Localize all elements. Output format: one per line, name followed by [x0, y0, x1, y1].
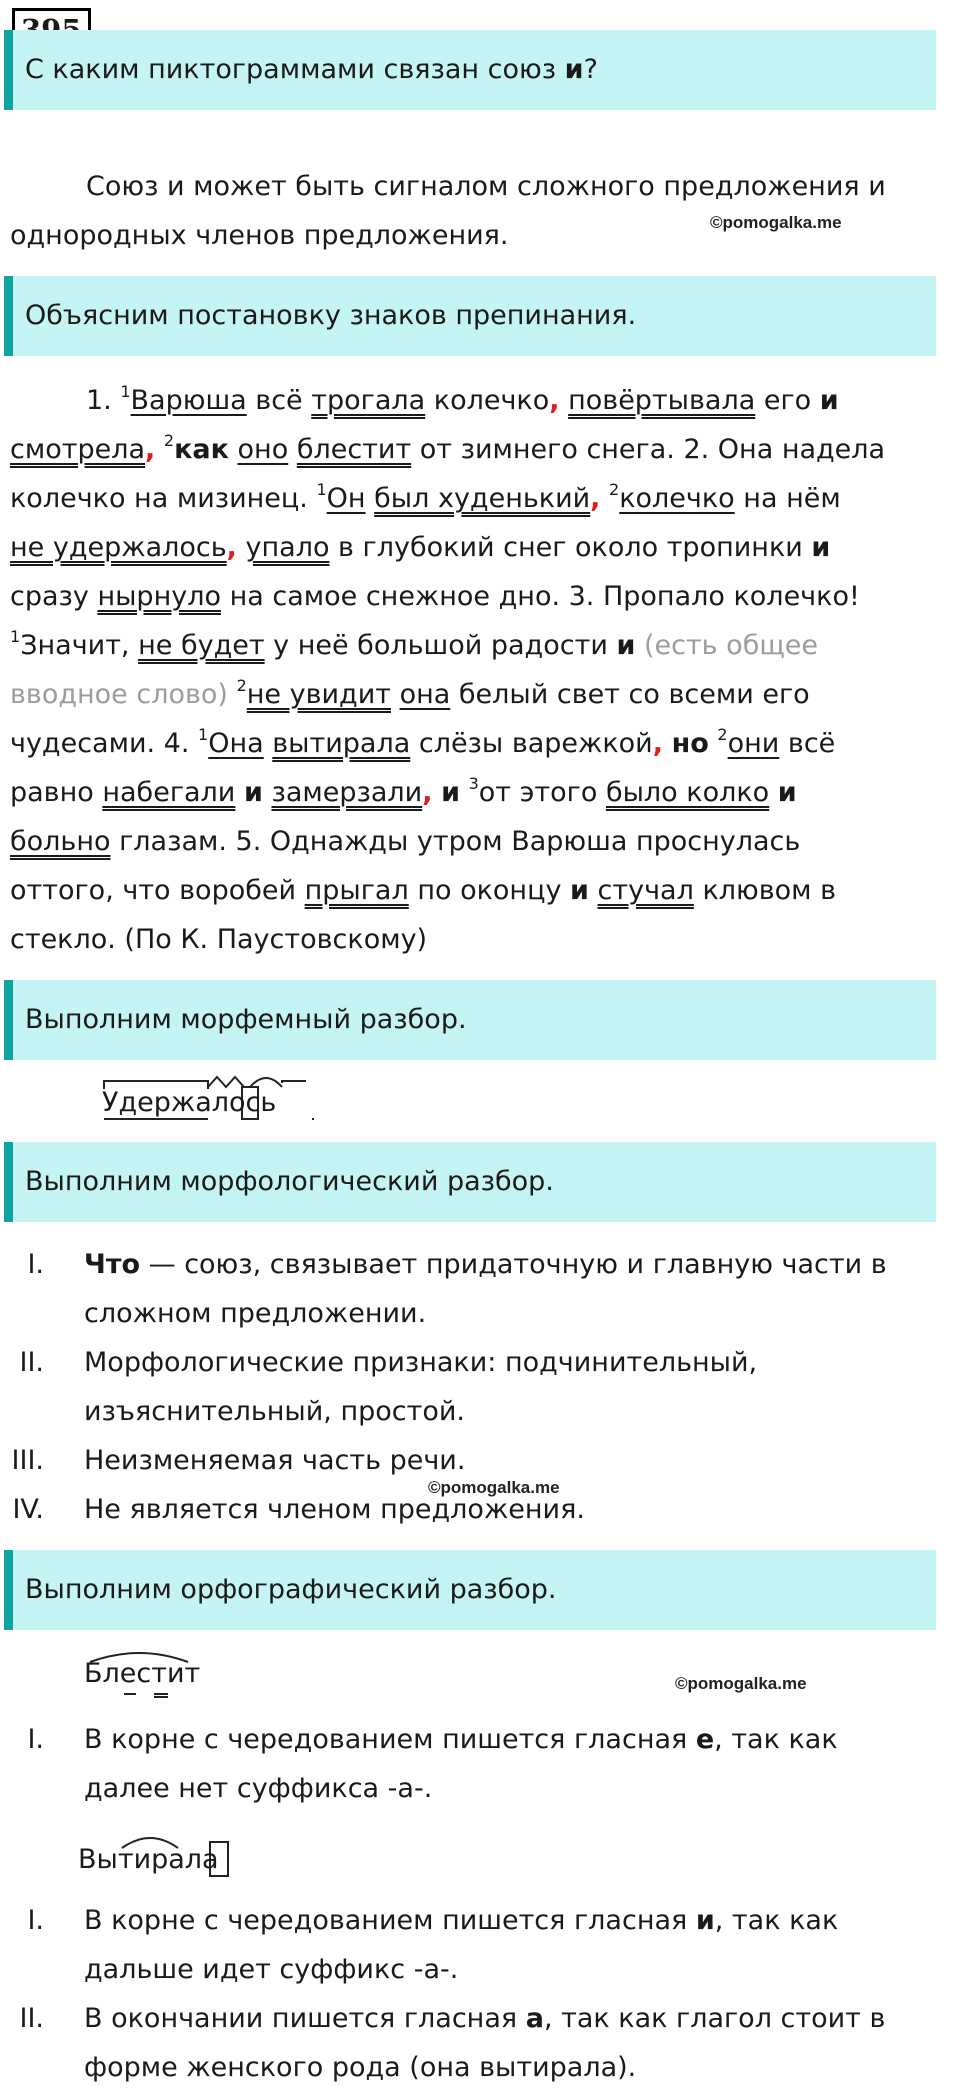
text-line: стекло. (По К. Паустовскому) [10, 924, 428, 955]
item-text: В окончании пишется гласная [84, 2003, 526, 2034]
spelling-word-2 [78, 1830, 258, 1880]
section-heading-q4: Выполним морфологический разбор. [4, 1142, 936, 1222]
item-bold: а [525, 2003, 544, 2034]
section-heading-q5: Выполним орфографический разбор. [4, 1550, 936, 1630]
text-line: больно глазам. 5. Однажды утром Варюша проснулась [10, 826, 801, 857]
section-heading-q2: Объясним постановку знаков препинания. [4, 276, 936, 356]
item-text-end: , так как [714, 1905, 839, 1936]
heading-text-end: ? [583, 54, 598, 85]
text-line: чудесами. 4. $^1$Она вытирала слёзы варежкой, но $^2$они всё [10, 725, 836, 759]
watermark: ©pomogalka.me [675, 1674, 807, 1693]
item-text-line2: сложном предложении. [84, 1298, 427, 1329]
item-text: Не является членом предложения. [84, 1494, 585, 1525]
item-text: В корне с чередованием пишется гласная [84, 1724, 696, 1755]
item-bold: е [695, 1724, 715, 1755]
item-text-line2: дальше идет суффикс -а-. [84, 1954, 459, 1985]
list-marker: II. [19, 2003, 44, 2034]
text-line: колечко на мизинец. $^1$Он был худенький, $^2$колечко на нём [10, 480, 841, 514]
spelling-word-1-text: Блестит [84, 1658, 201, 1689]
text-line: равно набегали и замерзали, и $^3$от этого было колко и [10, 774, 797, 808]
section-heading-q3: Выполним морфемный разбор. [4, 980, 936, 1060]
watermark: ©pomogalka.me [710, 213, 842, 232]
text-line: $^1$Значит, не будет у неё большой радости и (есть общее [10, 627, 819, 661]
list-marker: III. [11, 1445, 44, 1476]
list-marker: II. [19, 1347, 44, 1378]
answer-line-1: Союз и может быть сигналом сложного предложения и [86, 171, 886, 202]
item-bold: Что [84, 1249, 141, 1280]
heading-text: С каким пиктограммами связан союз [25, 54, 565, 85]
text-line: не удержалось, упало в глубокий снег около тропинки и [10, 532, 831, 563]
item-text: В корне с чередованием пишется гласная [84, 1905, 696, 1936]
heading-bold: и [564, 54, 584, 85]
spelling-list-1 [0, 1715, 960, 1815]
item-text-line2: изъяснительный, простой. [84, 1396, 465, 1427]
spelling-list-2 [0, 1896, 960, 2092]
text-line: сразу нырнуло на самое снежное дно. 3. Пропало колечко! [10, 581, 860, 612]
item-text-end: , так как [714, 1724, 838, 1755]
spelling-word-2-text: Вытирала [78, 1844, 219, 1875]
watermark: ©pomogalka.me [428, 1478, 560, 1497]
item-text: Неизменяемая часть речи. [84, 1445, 466, 1476]
text-line: 1. $^1$Варюша всё трогала колечко, повёртывала его и [86, 382, 839, 416]
item-text: — союз, связывает придаточную и главную части в [140, 1249, 887, 1280]
list-marker: I. [27, 1249, 44, 1280]
morpheme-word-text: Удержалось [102, 1087, 277, 1118]
list-marker: I. [27, 1724, 44, 1755]
item-text: Морфологические признаки: подчинительный, [84, 1347, 758, 1378]
item-text-line2: далее нет суффикса -а-. [84, 1773, 433, 1804]
morpheme-word [100, 1065, 320, 1125]
list-marker: I. [27, 1905, 44, 1936]
item-text-end: , так как глагол стоит в [543, 2003, 886, 2034]
text-line: вводное слово) $^2$не увидит она белый свет со всеми его [10, 676, 810, 710]
text-line: смотрела, $^2$как оно блестит от зимнего снега. 2. Она надела [10, 431, 886, 465]
spelling-word-1 [84, 1648, 244, 1698]
item-text-line2: форме женского рода (она вытирала). [84, 2052, 637, 2083]
text-line: оттого, что воробей прыгал по оконцу и стучал клювом в [10, 875, 837, 906]
item-bold: и [695, 1905, 715, 1936]
answer-line-2: однородных членов предложения. [10, 220, 509, 251]
list-marker: IV. [12, 1494, 44, 1525]
